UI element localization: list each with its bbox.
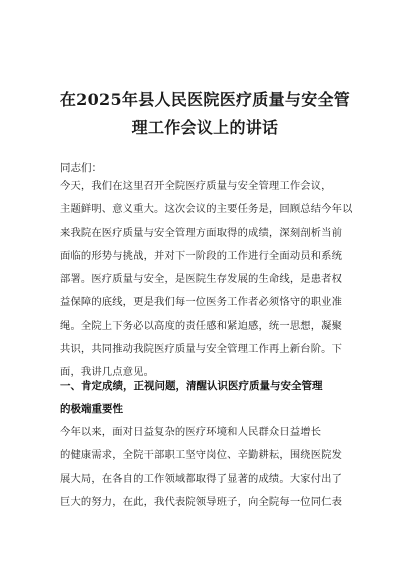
text-line: 今年以来，面对日益复杂的医疗环境和人民群众日益增长 <box>60 426 322 438</box>
text-line: 来我院在医疗质量与安全管理方面取得的成绩，深刻剖析当前 <box>60 226 343 239</box>
salutation: 同志们： <box>60 162 102 174</box>
text-line: 主题鲜明、意义重大。这次会议的主要任务是，回顾总结今年以 <box>60 203 353 216</box>
title-line: 在2025年县人民医院医疗质量与安全管 <box>59 90 351 109</box>
text-line: 的健康需求，全院干部职工坚守岗位、辛勤耕耘，围绕医院发 <box>60 449 343 462</box>
title-line: 理工作会议上的讲话 <box>131 118 279 137</box>
text-line: 面临的形势与挑战，并对下一阶段的工作进行全面动员和系统 <box>60 249 343 262</box>
paragraph-achievements <box>60 421 350 514</box>
text-line: 绳。全院上下务必以高度的责任感和紧迫感，统一思想，凝聚 <box>60 319 343 332</box>
text-line: 部署。医疗质量与安全，是医院生存发展的生命线，是患者权 <box>60 273 343 286</box>
document-title <box>50 86 360 142</box>
paragraph-intro <box>60 175 353 385</box>
heading-line: 一、肯定成绩，正视问题，清醒认识医疗质量与安全管理 <box>60 380 323 392</box>
text-line: 面，我讲几点意见。 <box>60 366 155 379</box>
text-line: 益保障的底线，更是我们每一位医务工作者必须恪守的职业准 <box>60 296 343 309</box>
text-line: 共识，共同推动我院医疗质量与安全管理工作再上新台阶。下 <box>60 343 343 356</box>
text-line: 巨大的努力，在此，我代表院领导班子，向全院每一位同仁表 <box>60 495 343 508</box>
text-line: 展大局，在各自的工作领域都取得了显著的成绩。大家付出了 <box>60 472 343 485</box>
text-line: 今天，我们在这里召开全院医疗质量与安全管理工作会议， <box>60 180 332 192</box>
heading-line: 的极端重要性 <box>60 403 123 416</box>
section-heading <box>60 375 350 422</box>
